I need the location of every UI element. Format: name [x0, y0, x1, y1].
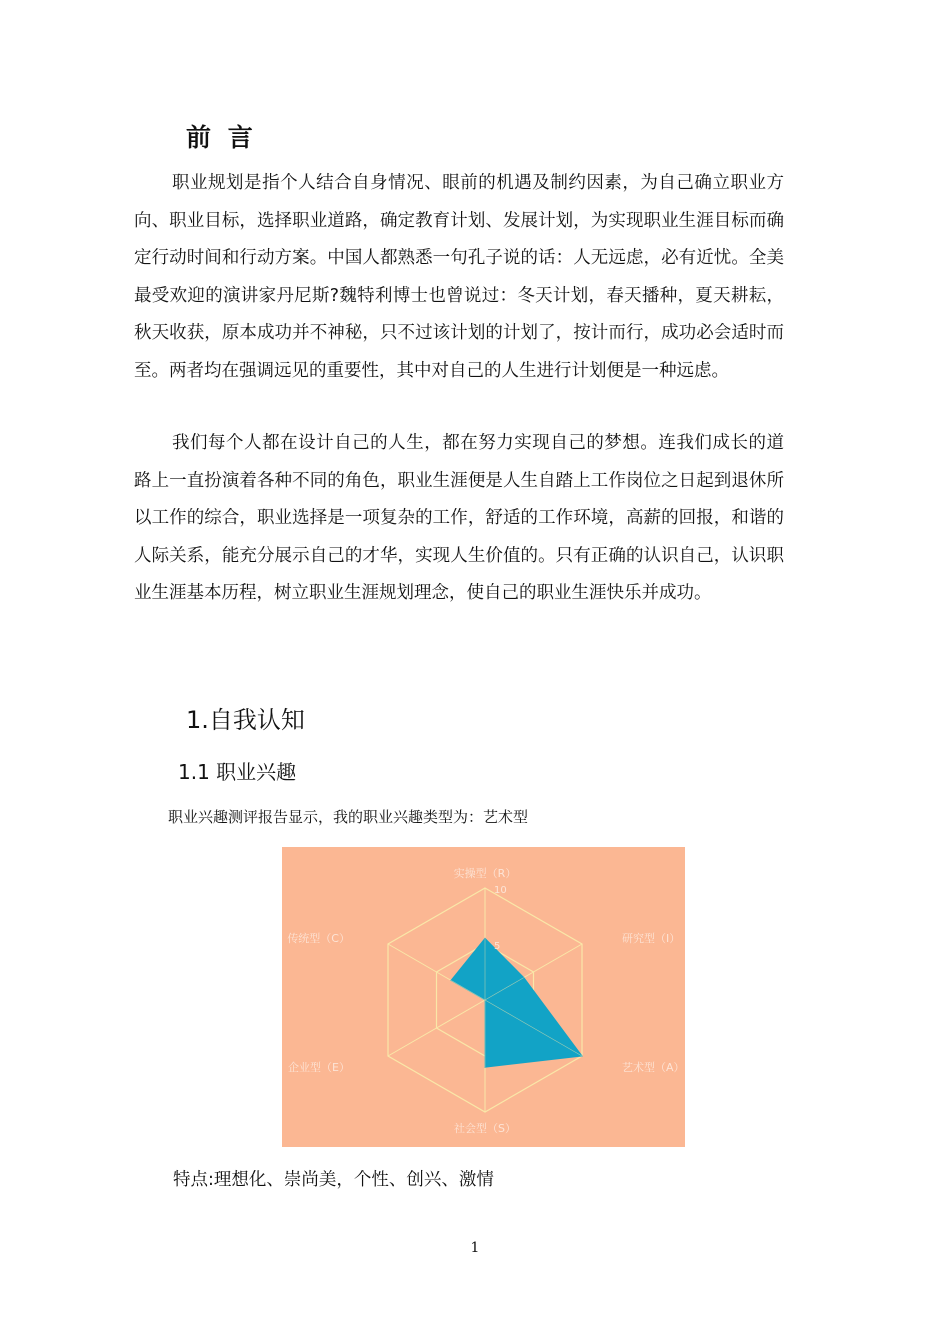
page-number: 1	[470, 1240, 480, 1256]
preface-paragraph-2: 我们每个人都在设计自己的人生，都在努力实现自己的梦想。连我们成长的道路上一直扮演着各种不同的角色，职业生涯便是人生自踏上工作岗位之日起到退休所以工作的综合，职业选择是一项复杂的工作，舒适的工作环境，高薪的回报，和谐的人际关系，能充分展示自己的才华，实现人生价值的。只有正确的认识自己，认识职业生涯基本历程，树立职业生涯规划理念，使自己的职业生涯快乐并成功。	[134, 433, 784, 604]
radar-tick-label: 10	[494, 885, 507, 896]
radar-axis-label: 艺术型（A）	[622, 1061, 685, 1074]
career-interest-radar-chart	[282, 847, 685, 1147]
preface-title: 前 言	[186, 123, 257, 152]
radar-axis-label: 实操型（R）	[453, 867, 517, 880]
radar-axis-label: 传统型（C）	[287, 932, 350, 945]
radar-axis-label: 社会型（S）	[454, 1122, 516, 1135]
subsection-heading-career-interest: 1.1 职业兴趣	[178, 760, 297, 784]
section-heading-self-awareness: 1.自我认知	[186, 706, 305, 734]
radar-tick-label: 5	[494, 941, 501, 952]
preface-paragraph-1: 职业规划是指个人结合自身情况、眼前的机遇及制约因素，为自己确立职业方向、职业目标，选择职业道路，确定教育计划、发展计划，为实现职业生涯目标而确定行动时间和行动方案。中国人都熟悉一句孔子说的话：人无远虑，必有近忧。全美最受欢迎的演讲家丹尼斯?魏特利博士也曾说过：冬天计划，春天播种，夏天耕耘，秋天收获，原本成功并不神秘，只不过该计划的计划了，按计而行，成功必会适时而至。两者均在强调远见的重要性，其中对自己的人生进行计划便是一种远虑。	[134, 173, 784, 381]
radar-svg	[282, 847, 685, 1147]
radar-axis-label: 企业型（E）	[288, 1061, 350, 1074]
interest-report-line: 职业兴趣测评报告显示，我的职业兴趣类型为：艺术型	[168, 808, 529, 826]
features-line: 特点:理想化、崇尚美，个性、创兴、激情	[173, 1170, 494, 1190]
radar-axis-label: 研究型（I）	[622, 932, 681, 945]
